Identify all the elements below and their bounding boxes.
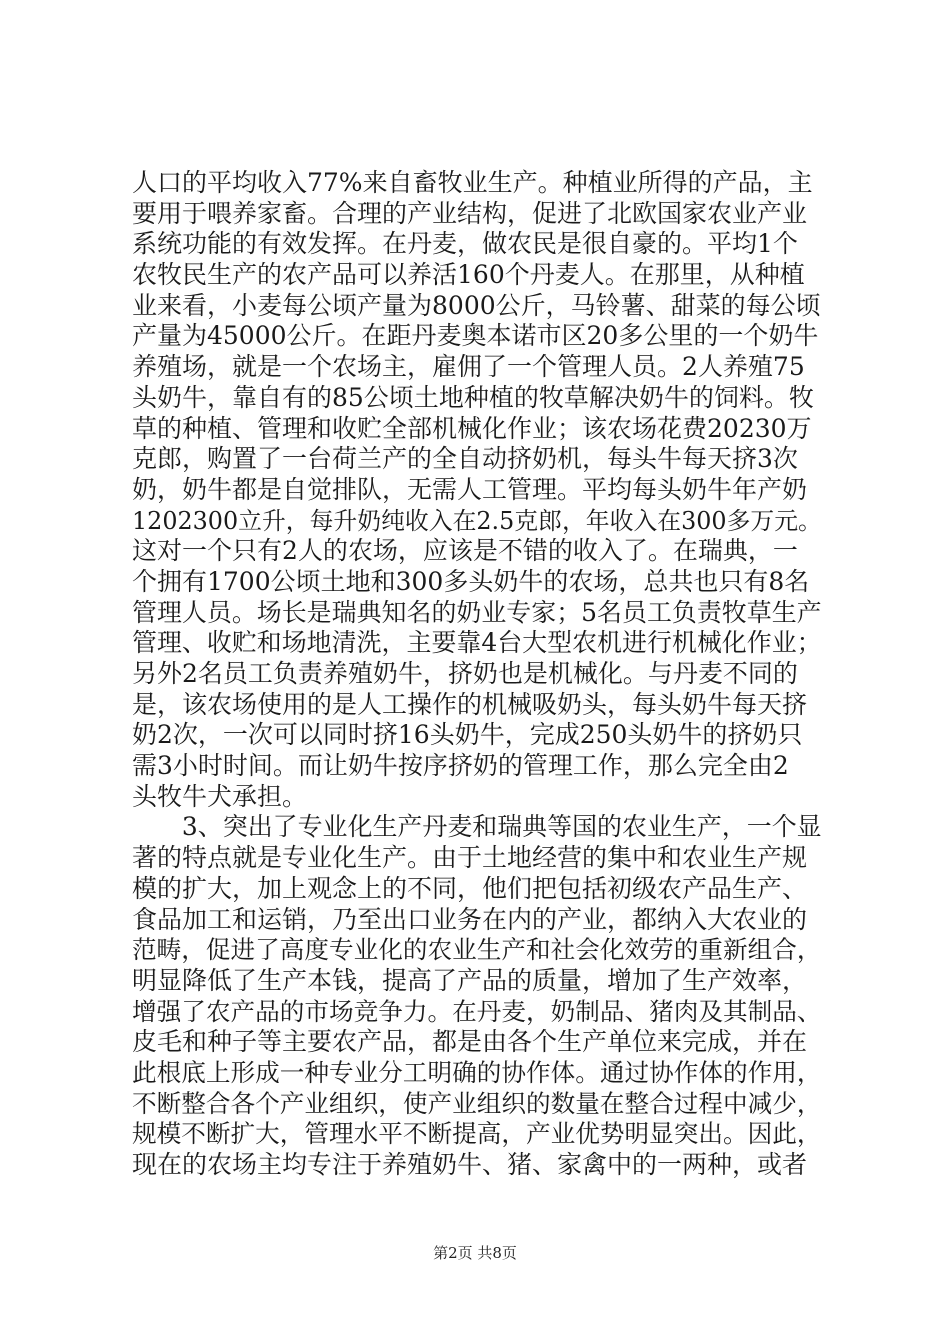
- text-line: 管理、收贮和场地清洗，主要靠4台大型农机进行机械化作业；: [132, 628, 822, 658]
- text-line: 头奶牛，靠自有的85公顷土地种植的牧草解决奶牛的饲料。牧: [132, 382, 814, 412]
- text-line: 管理人员。场长是瑞典知名的奶业专家；5名员工负责牧草生产: [132, 597, 822, 627]
- text-line: 增强了农产品的市场竞争力。在丹麦，奶制品、猪肉及其制品、: [132, 996, 822, 1026]
- text-line: 3、突出了专业化生产丹麦和瑞典等国的农业生产，一个显: [132, 812, 822, 842]
- text-line: 此根底上形成一种专业分工明确的协作体。通过协作体的作用，: [132, 1057, 822, 1087]
- text-line: 奶，奶牛都是自觉排队，无需人工管理。平均每头奶牛年产奶: [132, 474, 808, 504]
- page-footer: 第2页 共8页: [433, 1244, 517, 1262]
- text-line: 人口的平均收入77%来自畜牧业生产。种植业所得的产品，主: [132, 168, 813, 197]
- text-line: 著的特点就是专业化生产。由于土地经营的集中和农业生产规: [132, 843, 808, 873]
- text-line: 是，该农场使用的是人工操作的机械吸奶头，每头奶牛每天挤: [132, 689, 808, 719]
- text-line: 皮毛和种子等主要农产品，都是由各个生产单位来完成，并在: [132, 1027, 808, 1057]
- text-line: 奶2次，一次可以同时挤16头奶牛，完成250头奶牛的挤奶只: [132, 720, 803, 750]
- text-line: 规模不断扩大，管理水平不断提高，产业优势明显突出。因此，: [132, 1119, 822, 1149]
- text-line: 系统功能的有效发挥。在丹麦，做农民是很自豪的。平均1个: [132, 229, 798, 259]
- text-line: 不断整合各个产业组织，使产业组织的数量在整合过程中减少，: [132, 1088, 822, 1118]
- body-text: [132, 168, 822, 1181]
- text-line: 农牧民生产的农产品可以养活160个丹麦人。在那里，从种植: [132, 260, 805, 290]
- text-line: 要用于喂养家畜。合理的产业结构，促进了北欧国家农业产业: [132, 198, 808, 228]
- text-line: 另外2名员工负责养殖奶牛，挤奶也是机械化。与丹麦不同的: [132, 659, 798, 688]
- text-line: 需3小时时间。而让奶牛按序挤奶的管理工作，那么完全由2: [132, 751, 789, 781]
- text-line: 草的种植、管理和收贮全部机械化作业；该农场花费20230万: [132, 413, 812, 443]
- text-line: 食品加工和运销，乃至出口业务在内的产业，都纳入大农业的: [132, 904, 808, 934]
- text-line: 模的扩大，加上观念上的不同，他们把包括初级农产品生产、: [132, 873, 808, 903]
- text-line: 范畴，促进了高度专业化的农业生产和社会化效劳的重新组合，: [132, 935, 822, 965]
- text-line: 克郎，购置了一台荷兰产的全自动挤奶机，每头牛每天挤3次: [132, 444, 798, 474]
- text-line: 现在的农场主均专注于养殖奶牛、猪、家禽中的一两种，或者: [132, 1150, 808, 1179]
- text-line: 这对一个只有2人的农场，应该是不错的收入了。在瑞典，一: [132, 536, 798, 566]
- text-line: 养殖场，就是一个农场主，雇佣了一个管理人员。2人养殖75: [132, 352, 805, 382]
- text-line: 1202300立升，每升奶纯收入在2.5克郎，年收入在300多万元。: [132, 506, 822, 535]
- text-line: 业来看，小麦每公顷产量为8000公斤，马铃薯、甜菜的每公顷: [132, 290, 821, 320]
- text-line: 个拥有1700公顷土地和300多头奶牛的农场，总共也只有8名: [132, 566, 810, 596]
- text-line: 明显降低了生产本钱，提高了产品的质量，增加了生产效率，: [132, 965, 808, 995]
- text-line: 头牧牛犬承担。: [132, 781, 308, 811]
- text-line: 产量为45000公斤。在距丹麦奥本诺市区20多公里的一个奶牛: [132, 321, 819, 351]
